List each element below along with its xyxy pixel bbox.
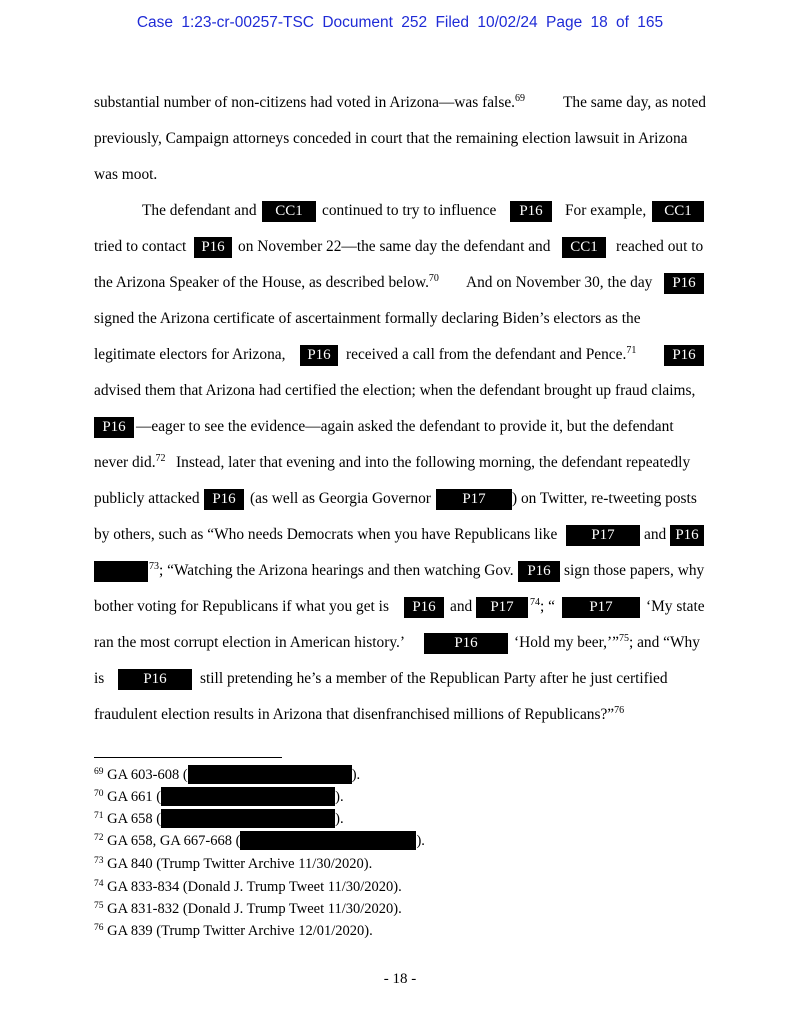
case-number: Case 1:23-cr-00257-TSC: [136, 14, 314, 31]
text-line: tried to contact P16 on November 22—the same day the defendant and CC1 reached out to: [94, 237, 706, 257]
text-line: fraudulent election results in Arizona that disenfranchised millions of Republicans?”$^{76}$: [94, 705, 625, 723]
redaction-block: [161, 787, 335, 806]
filed-date: Filed 10/02/24: [435, 14, 538, 31]
redaction-block: [94, 561, 148, 582]
redaction-p16: P16: [518, 561, 560, 582]
footnote: $^{73}$ GA 840 (Trump Twitter Archive 11/30/2020).: [94, 856, 373, 872]
redaction-p16: P16: [118, 669, 192, 690]
text-line: $^{73}$; “Watching the Arizona hearings and then watching Gov. P16 sign those papers, why: [94, 561, 706, 581]
redaction-p16: P16: [300, 345, 338, 366]
text-line: substantial number of non-citizens had voted in Arizona—was false.$^{69}$ The same day, as noted: [94, 93, 706, 111]
case-header: [0, 14, 800, 32]
redaction-cc1: CC1: [652, 201, 704, 222]
redaction-p16: P16: [404, 597, 444, 618]
footnote: $^{75}$ GA 831-832 (Donald J. Trump Tweet 11/30/2020).: [94, 901, 402, 917]
redaction-block: [188, 765, 352, 784]
text-line: the Arizona Speaker of the House, as described below.$^{70}$ And on November 30, the day P16: [94, 273, 706, 293]
text-line: ran the most corrupt election in American history.’ P16 ‘Hold my beer,’”$^{75}$; and “Why: [94, 633, 706, 653]
redaction-p16: P16: [664, 273, 704, 294]
text-line: is P16 still pretending he’s a member of the Republican Party after he just certified: [94, 669, 706, 689]
text-line: publicly attacked P16 (as well as Georgia Governor P17 ) on Twitter, re-tweeting posts: [94, 489, 706, 509]
text-line: by others, such as “Who needs Democrats when you have Republicans like P17 and P16: [94, 525, 706, 545]
footnote: $^{71}$ GA 658 ( ).: [94, 811, 344, 827]
redaction-p16: P16: [204, 489, 244, 510]
document-number: Document 252: [322, 14, 428, 31]
redaction-block: [161, 809, 335, 828]
redaction-p17: P17: [562, 597, 640, 618]
redaction-p17: P17: [476, 597, 528, 618]
redaction-p16: P16: [670, 525, 704, 546]
footnote-separator: [94, 757, 282, 758]
footnote: $^{69}$ GA 603-608 ( ).: [94, 767, 361, 783]
text-line: signed the Arizona certificate of ascertainment formally declaring Biden’s electors as the: [94, 310, 641, 327]
redaction-p17: P17: [566, 525, 640, 546]
footnote: $^{74}$ GA 833-834 (Donald J. Trump Tweet 11/30/2020).: [94, 879, 402, 895]
redaction-p17: P17: [436, 489, 512, 510]
redaction-block: [240, 831, 416, 850]
footnote: $^{72}$ GA 658, GA 667-668 ( ).: [94, 833, 425, 849]
footnote: $^{70}$ GA 661 ( ).: [94, 789, 344, 805]
text-line: previously, Campaign attorneys conceded in court that the remaining election lawsuit in Arizona: [94, 130, 688, 147]
page-of: Page 18 of 165: [546, 14, 664, 31]
redaction-p16: P16: [510, 201, 552, 222]
redaction-p16: P16: [194, 237, 232, 258]
text-line: advised them that Arizona had certified the election; when the defendant brought up fraud claims,: [94, 382, 696, 399]
text-line: was moot.: [94, 166, 158, 183]
text-line: bother voting for Republicans if what you get is P16 and P17 $^{74}$; “ P17 ‘My state: [94, 597, 706, 617]
text-line: The defendant and CC1 continued to try to influence P16 For example, CC1: [94, 201, 706, 221]
footnote: $^{76}$ GA 839 (Trump Twitter Archive 12/01/2020).: [94, 923, 373, 939]
text-line: P16 —eager to see the evidence—again asked the defendant to provide it, but the defendant: [94, 417, 706, 437]
page-number: - 18 -: [383, 971, 417, 987]
redaction-cc1: CC1: [262, 201, 316, 222]
text-line: never did.$^{72}$ Instead, later that evening and into the following morning, the defendant repeatedly: [94, 453, 691, 471]
redaction-p16: P16: [94, 417, 134, 438]
text-line: legitimate electors for Arizona, P16 received a call from the defendant and Pence.$^{71}$ P16: [94, 345, 706, 365]
redaction-p16: P16: [424, 633, 508, 654]
redaction-p16: P16: [664, 345, 704, 366]
redaction-cc1: CC1: [562, 237, 606, 258]
